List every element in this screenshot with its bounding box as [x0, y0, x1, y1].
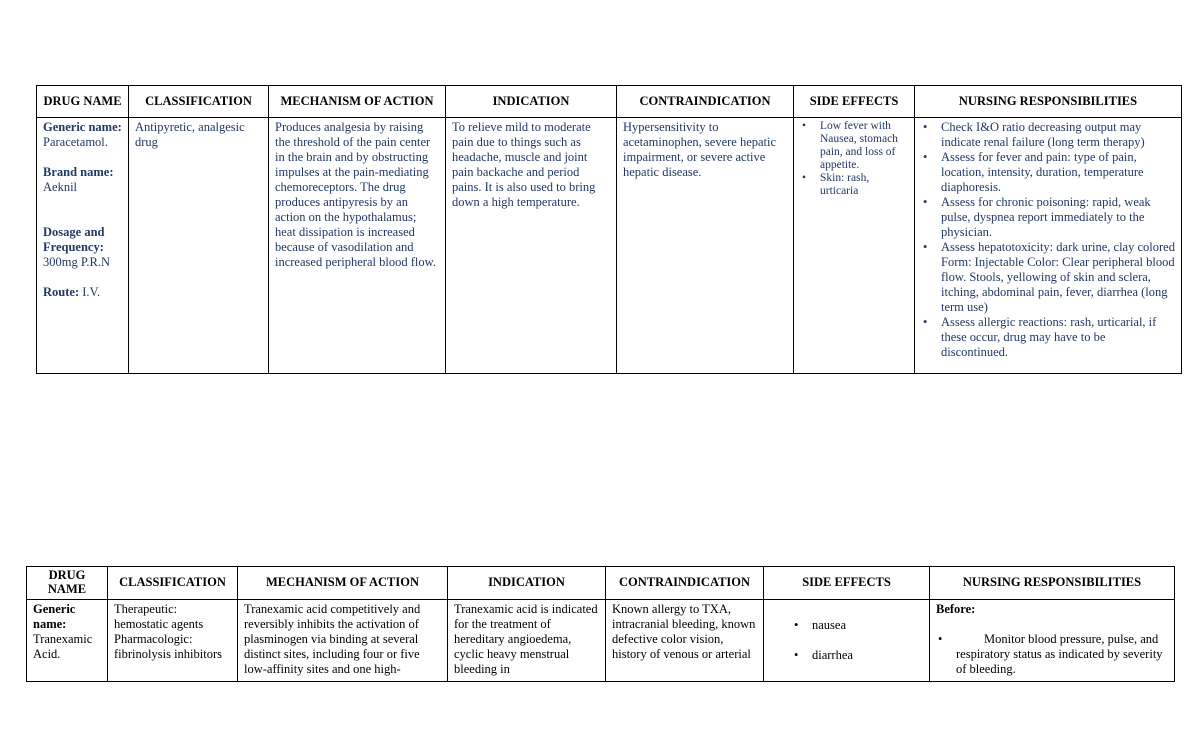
bullet-icon: •	[923, 195, 928, 209]
list-item: • nausea	[794, 618, 847, 632]
route	[43, 285, 122, 300]
mechanism-cell: Produces analgesia by raising the threshold of the pain center in the brain and by obstructing impulses at the pain-mediating chemoreceptors. The drug produces antipyresis by an action on the hypothalamus; heat dissipation is increased because of vasodilation and increased peripheral blood flow.	[269, 118, 446, 374]
header-row	[27, 567, 1175, 600]
table-row	[27, 600, 1175, 682]
header-side-effects: SIDE EFFECTS	[764, 567, 930, 600]
route-label: Route:	[43, 285, 80, 299]
list-item: • Assess for chronic poisoning: rapid, weak pulse, dyspnea report immediately to the physician.	[923, 195, 1151, 239]
table-row	[37, 118, 1182, 374]
header-classification: CLASSIFICATION	[108, 567, 238, 600]
generic-name-value: Tranexamic Acid.	[33, 632, 93, 661]
drug-table-paracetamol	[36, 85, 1182, 374]
bullet-icon: •	[923, 315, 928, 329]
indication-cell: Tranexamic acid is indicated for the treatment of hereditary angioedema, cyclic heavy menstrual bleeding in	[448, 600, 606, 682]
list-item: • Check I&O ratio decreasing output may indicate renal failure (long term therapy)	[923, 120, 1145, 149]
dosage-value: 300mg P.R.N	[43, 255, 111, 269]
side-effects-list	[800, 120, 908, 198]
nursing-list	[921, 120, 1175, 360]
bullet-icon: •	[794, 648, 799, 662]
bullet-icon: •	[802, 120, 807, 132]
bullet-icon: •	[802, 172, 807, 184]
bullet-icon: •	[794, 618, 799, 632]
header-mechanism: MECHANISM OF ACTION	[238, 567, 448, 600]
drug-table-tranexamic	[26, 566, 1175, 682]
side-effects-cell	[794, 118, 915, 374]
header-side-effects: SIDE EFFECTS	[794, 86, 915, 118]
brand-name-label: Brand name:	[43, 165, 114, 179]
mechanism-cell: Tranexamic acid competitively and reversibly inhibits the activation of plasminogen via binding at several distinct sites, including four or five low-affinity sites and one high-	[238, 600, 448, 682]
drug-name-cell	[37, 118, 129, 374]
list-item: • Assess allergic reactions: rash, urticarial, if these occur, drug may have to be discontinued.	[923, 315, 1157, 359]
list-item: • diarrhea	[794, 648, 853, 662]
list-item: • Skin: rash, urticaria	[802, 172, 870, 197]
list-item: • Monitor blood pressure, pulse, and respiratory status as indicated by severity of bleeding.	[938, 632, 1163, 676]
side-effects-cell	[764, 600, 930, 682]
brand-name-value: Aeknil	[43, 180, 78, 194]
list-item: • Assess hepatotoxicity: dark urine, clay colored Form: Injectable Color: Clear peripheral blood flow. Stools, yellowing of skin and sclera, itching, abdominal pain, fever, diarrhea (long term use)	[923, 240, 1175, 314]
generic-name-label: Generic name:	[33, 602, 76, 631]
classification-cell: Therapeutic: hemostatic agents Pharmacologic: fibrinolysis inhibitors	[108, 600, 238, 682]
classification-cell: Antipyretic, analgesic drug	[129, 118, 269, 374]
nursing-cell	[915, 118, 1182, 374]
list-item: • Assess for fever and pain: type of pain, location, intensity, duration, temperature diaphoresis.	[923, 150, 1144, 194]
bullet-icon: •	[923, 120, 928, 134]
nursing-cell	[930, 600, 1175, 682]
bullet-icon: •	[938, 632, 943, 646]
contraindication-cell: Known allergy to TXA, intracranial bleeding, known defective color vision, history of venous or arterial	[606, 600, 764, 682]
side-effects-list	[770, 618, 923, 663]
indication-cell: To relieve mild to moderate pain due to things such as headache, muscle and joint pain backache and period pains. It is also used to bring down a high temperature.	[446, 118, 617, 374]
generic-name-label: Generic name:	[43, 120, 122, 134]
header-classification: CLASSIFICATION	[129, 86, 269, 118]
list-item: • Low fever with Nausea, stomach pain, and loss of appetite.	[802, 120, 898, 171]
generic-name-value: Paracetamol.	[43, 135, 108, 149]
nursing-list	[936, 632, 1168, 677]
header-contraindication: CONTRAINDICATION	[606, 567, 764, 600]
bullet-icon: •	[923, 240, 928, 254]
dosage-label: Dosage and Frequency:	[43, 225, 105, 254]
header-contraindication: CONTRAINDICATION	[617, 86, 794, 118]
header-indication: INDICATION	[448, 567, 606, 600]
header-drug-name: DRUG NAME	[37, 86, 129, 118]
header-row	[37, 86, 1182, 118]
header-mechanism: MECHANISM OF ACTION	[269, 86, 446, 118]
nursing-before-label: Before:	[936, 602, 976, 616]
header-indication: INDICATION	[446, 86, 617, 118]
header-nursing: NURSING RESPONSIBILITIES	[915, 86, 1182, 118]
contraindication-cell: Hypersensitivity to acetaminophen, severe hepatic impairment, or severe active hepatic disease.	[617, 118, 794, 374]
header-nursing: NURSING RESPONSIBILITIES	[930, 567, 1175, 600]
route-value: I.V.	[82, 285, 101, 299]
drug-name-cell	[27, 600, 108, 682]
bullet-icon: •	[923, 150, 928, 164]
header-drug-name: DRUG NAME	[27, 567, 108, 600]
